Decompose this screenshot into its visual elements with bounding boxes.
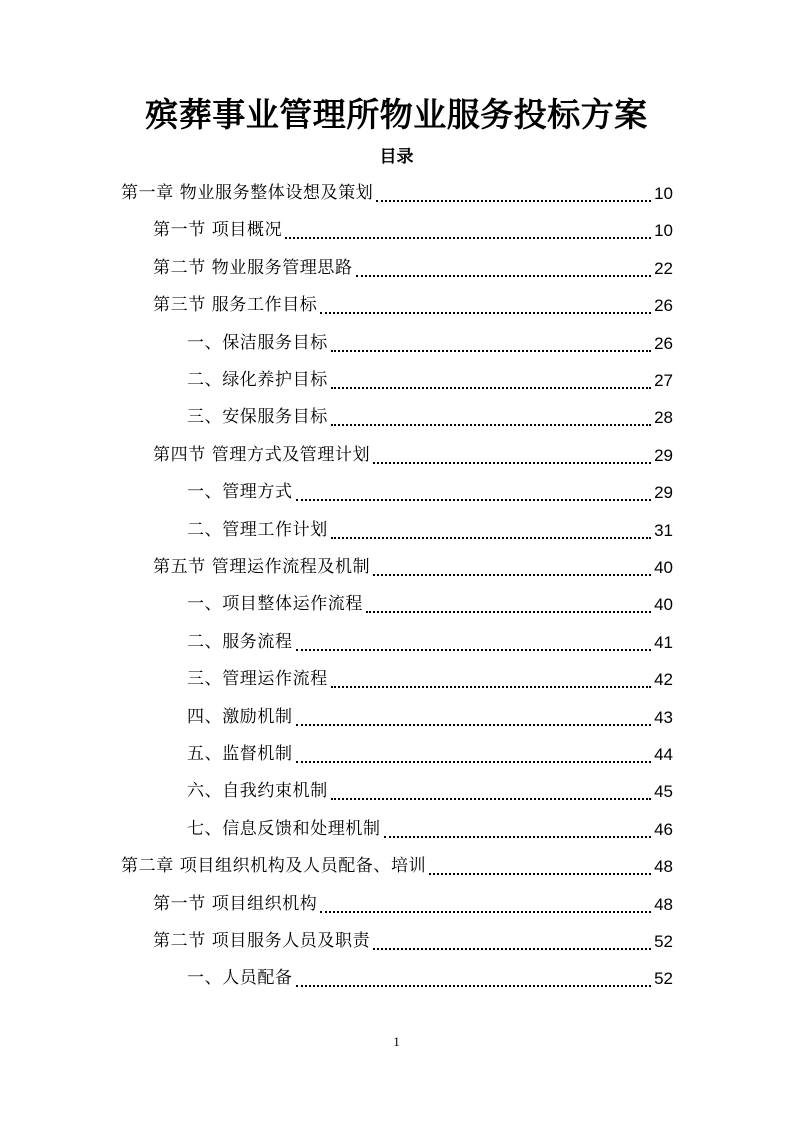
toc-entry[interactable] [187,362,673,399]
toc-entry-page: 42 [654,670,673,690]
toc-dot-leader [373,573,651,576]
toc-dot-leader [296,498,651,501]
toc-entry[interactable] [187,699,673,736]
toc-entry[interactable] [187,773,673,810]
toc-dot-leader [331,423,651,426]
toc-entry-page: 43 [654,707,673,727]
toc-entry-label: 五、监督机制 [187,744,293,764]
toc-dot-leader [331,386,651,389]
toc-entry-page: 28 [654,408,673,428]
toc-entry-label: 七、信息反馈和处理机制 [187,818,381,839]
toc-dot-leader [285,236,651,239]
toc-entry[interactable] [187,325,673,362]
toc-entry-label: 一、保洁服务目标 [187,332,328,353]
toc-entry-page: 52 [654,932,673,951]
toc-entry-page: 29 [654,445,673,465]
toc-dot-leader [384,835,651,838]
toc-dot-leader [331,536,651,539]
toc-entry[interactable] [187,512,673,549]
toc-entry-label: 二、服务流程 [187,631,293,652]
toc-dot-leader [296,760,651,763]
toc-entry-label: 三、安保服务目标 [187,407,328,428]
toc-entry[interactable] [187,624,673,661]
toc-entry[interactable] [121,175,673,212]
toc-entry-page: 46 [654,819,673,839]
toc-entry-label: 第一章 物业服务整体设想及策划 [121,183,374,203]
toc-entry-page: 10 [654,184,673,203]
toc-entry[interactable] [187,474,673,511]
toc-dot-leader [296,723,651,726]
toc-entry-page: 44 [654,745,673,764]
document-title: 殡葬事业管理所物业服务投标方案 [145,95,648,134]
toc-entry[interactable] [187,586,673,623]
toc-entry-page: 40 [654,595,673,615]
toc-dot-leader [320,910,651,913]
toc-dot-leader [356,274,651,277]
toc-entry-page: 26 [654,333,673,353]
toc-dot-leader [366,610,651,613]
toc-entry-label: 一、人员配备 [187,968,293,989]
toc-entry-label: 四、激励机制 [187,706,293,727]
toc-entry-label: 六、自我约束机制 [187,781,328,802]
page-number: 1 [393,1034,400,1049]
toc-dot-leader [373,947,651,950]
toc-entry[interactable] [187,811,673,848]
toc-entry-page: 22 [654,258,673,278]
toc-dot-leader [373,461,651,464]
toc-dot-leader [331,685,651,688]
toc-entry-label: 一、项目整体运作流程 [187,594,363,615]
toc-entry-label: 第二章 项目组织机构及人员配备、培训 [121,856,427,877]
toc-entry[interactable] [153,923,673,960]
toc-dot-leader [331,797,651,800]
toc-entry[interactable] [153,212,673,249]
toc-dot-leader [376,199,651,202]
toc-dot-leader [331,349,651,352]
toc-entry-label: 第四节 管理方式及管理计划 [153,444,371,465]
toc-entry-page: 10 [654,221,673,241]
toc-entry[interactable] [153,437,673,474]
toc-entry[interactable] [153,549,673,586]
toc-entry-label: 二、绿化养护目标 [187,370,328,390]
toc-dot-leader [296,648,651,651]
toc-entry[interactable] [187,736,673,773]
toc-entry-label: 第一节 项目组织机构 [153,893,318,914]
toc-entry-page: 27 [654,371,673,390]
toc-entry-label: 第三节 服务工作目标 [153,295,318,316]
toc-entry-label: 一、管理方式 [187,482,293,503]
toc-dot-leader [429,872,651,875]
toc-entry-page: 29 [654,483,673,503]
toc-entry-page: 45 [654,782,673,802]
toc-entry-label: 二、管理工作计划 [187,519,328,540]
toc-entry[interactable] [187,399,673,436]
toc-entry[interactable] [153,250,673,287]
toc-entry[interactable] [187,960,673,997]
toc-entry-label: 第一节 项目概况 [153,220,283,241]
toc-entry[interactable] [121,848,673,885]
toc-entry[interactable] [153,886,673,923]
toc-entry[interactable] [187,661,673,698]
toc-entry-page: 40 [654,558,673,577]
toc-entry-label: 第五节 管理运作流程及机制 [153,557,371,577]
toc-entry-page: 48 [654,894,673,914]
toc-dot-leader [296,984,651,987]
toc-heading: 目录 [379,147,414,167]
toc-entry-page: 48 [654,857,673,877]
toc-entry-label: 三、管理运作流程 [187,669,328,690]
toc-entry-label: 第二节 物业服务管理思路 [153,257,353,278]
toc-entry-page: 52 [654,969,673,989]
toc-entry-page: 31 [654,520,673,540]
toc-entry-page: 26 [654,296,673,316]
toc-entry-label: 第二节 项目服务人员及职责 [153,931,371,951]
toc-dot-leader [320,311,651,314]
toc-entry-page: 41 [654,632,673,652]
toc-entry[interactable] [153,287,673,324]
